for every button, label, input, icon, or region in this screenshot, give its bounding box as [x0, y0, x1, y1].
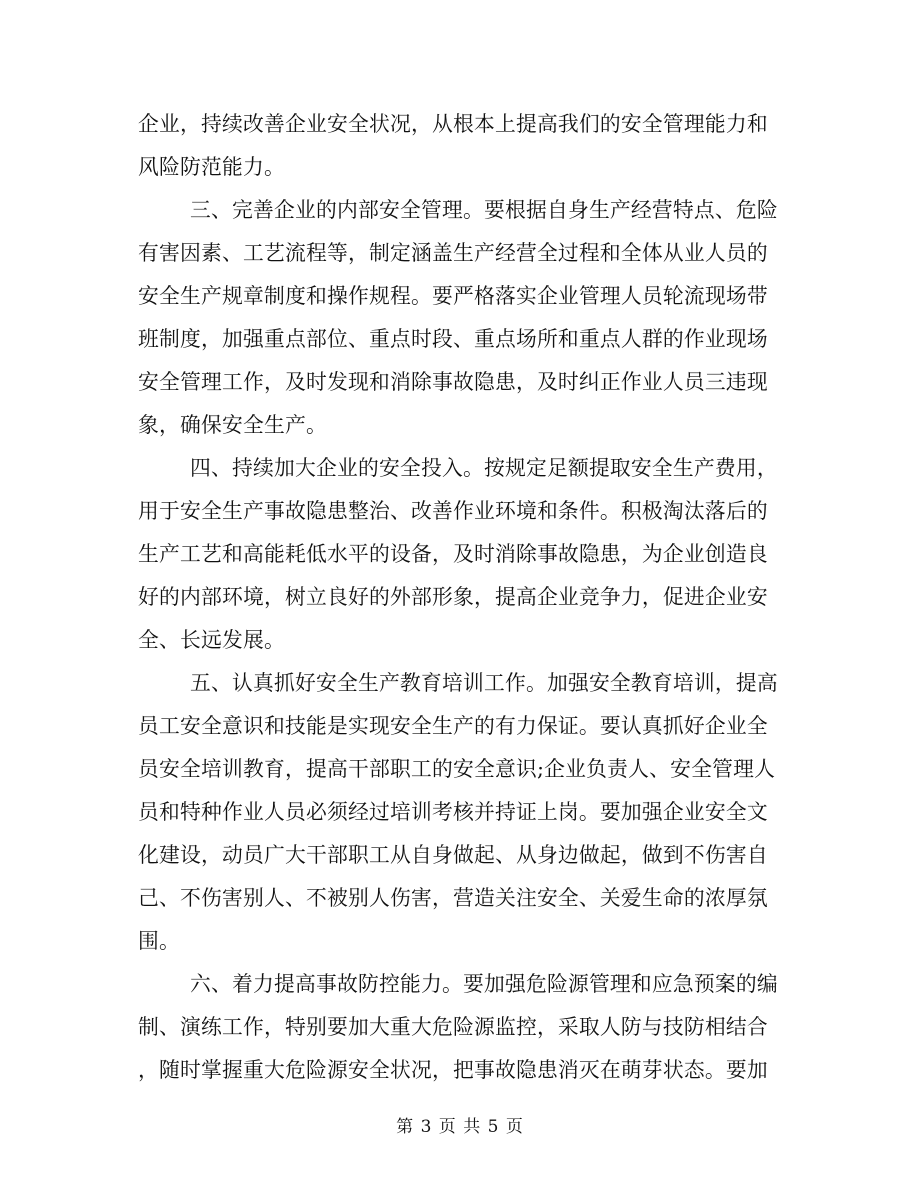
text-line: 化建设，动员广大干部职工从自身做起、从身边做起，做到不伤害自 [138, 843, 768, 867]
text-line: 员安全培训教育，提高干部职工的安全意识;企业负责人、安全管理人 [138, 757, 776, 781]
text-line: 风险防范能力。 [138, 155, 285, 179]
paragraph-start-line: 五、认真抓好安全生产教育培训工作。加强安全教育培训，提高 [190, 671, 778, 695]
text-line: 好的内部环境，树立良好的外部形象，提高企业竞争力，促进企业安 [138, 585, 768, 609]
text-line: 有害因素、工艺流程等，制定涵盖生产经营全过程和全体从业人员的 [138, 241, 768, 265]
text-line: 己、不伤害别人、不被别人伤害，营造关注安全、关爱生命的浓厚氛 [138, 886, 768, 910]
text-line: 生产工艺和高能耗低水平的设备，及时消除事故隐患，为企业创造良 [138, 542, 768, 566]
text-line: ，随时掌握重大危险源安全状况，把事故隐患消灭在萌芽状态。要加 [138, 1058, 768, 1082]
text-line: 制、演练工作，特别要加大重大危险源监控，采取人防与技防相结合 [138, 1015, 768, 1039]
paragraph-start-line: 六、着力提高事故防控能力。要加强危险源管理和应急预案的编 [190, 972, 778, 996]
text-line: 围。 [138, 929, 180, 953]
page-number-footer: 第 3 页 共 5 页 [396, 1117, 524, 1137]
text-line: 全、长远发展。 [138, 628, 285, 652]
text-line: 用于安全生产事故隐患整治、改善作业环境和条件。积极淘汰落后的 [138, 499, 768, 523]
text-line: 安全管理工作，及时发现和消除事故隐患，及时纠正作业人员三违现 [138, 370, 768, 394]
text-line: 安全生产规章制度和操作规程。要严格落实企业管理人员轮流现场带 [138, 284, 768, 308]
text-line: 企业，持续改善企业安全状况，从根本上提高我们的安全管理能力和 [138, 112, 768, 136]
body-text [138, 103, 788, 1092]
paragraph-start-line: 三、完善企业的内部安全管理。要根据自身生产经营特点、危险 [190, 198, 778, 222]
text-line: 员和特种作业人员必须经过培训考核并持证上岗。要加强企业安全文 [138, 800, 768, 824]
text-line: 象，确保安全生产。 [138, 413, 327, 437]
paragraph-start-line: 四、持续加大企业的安全投入。按规定足额提取安全生产费用， [190, 456, 778, 480]
text-line: 班制度，加强重点部位、重点时段、重点场所和重点人群的作业现场 [138, 327, 768, 351]
text-line: 员工安全意识和技能是实现安全生产的有力保证。要认真抓好企业全 [138, 714, 768, 738]
